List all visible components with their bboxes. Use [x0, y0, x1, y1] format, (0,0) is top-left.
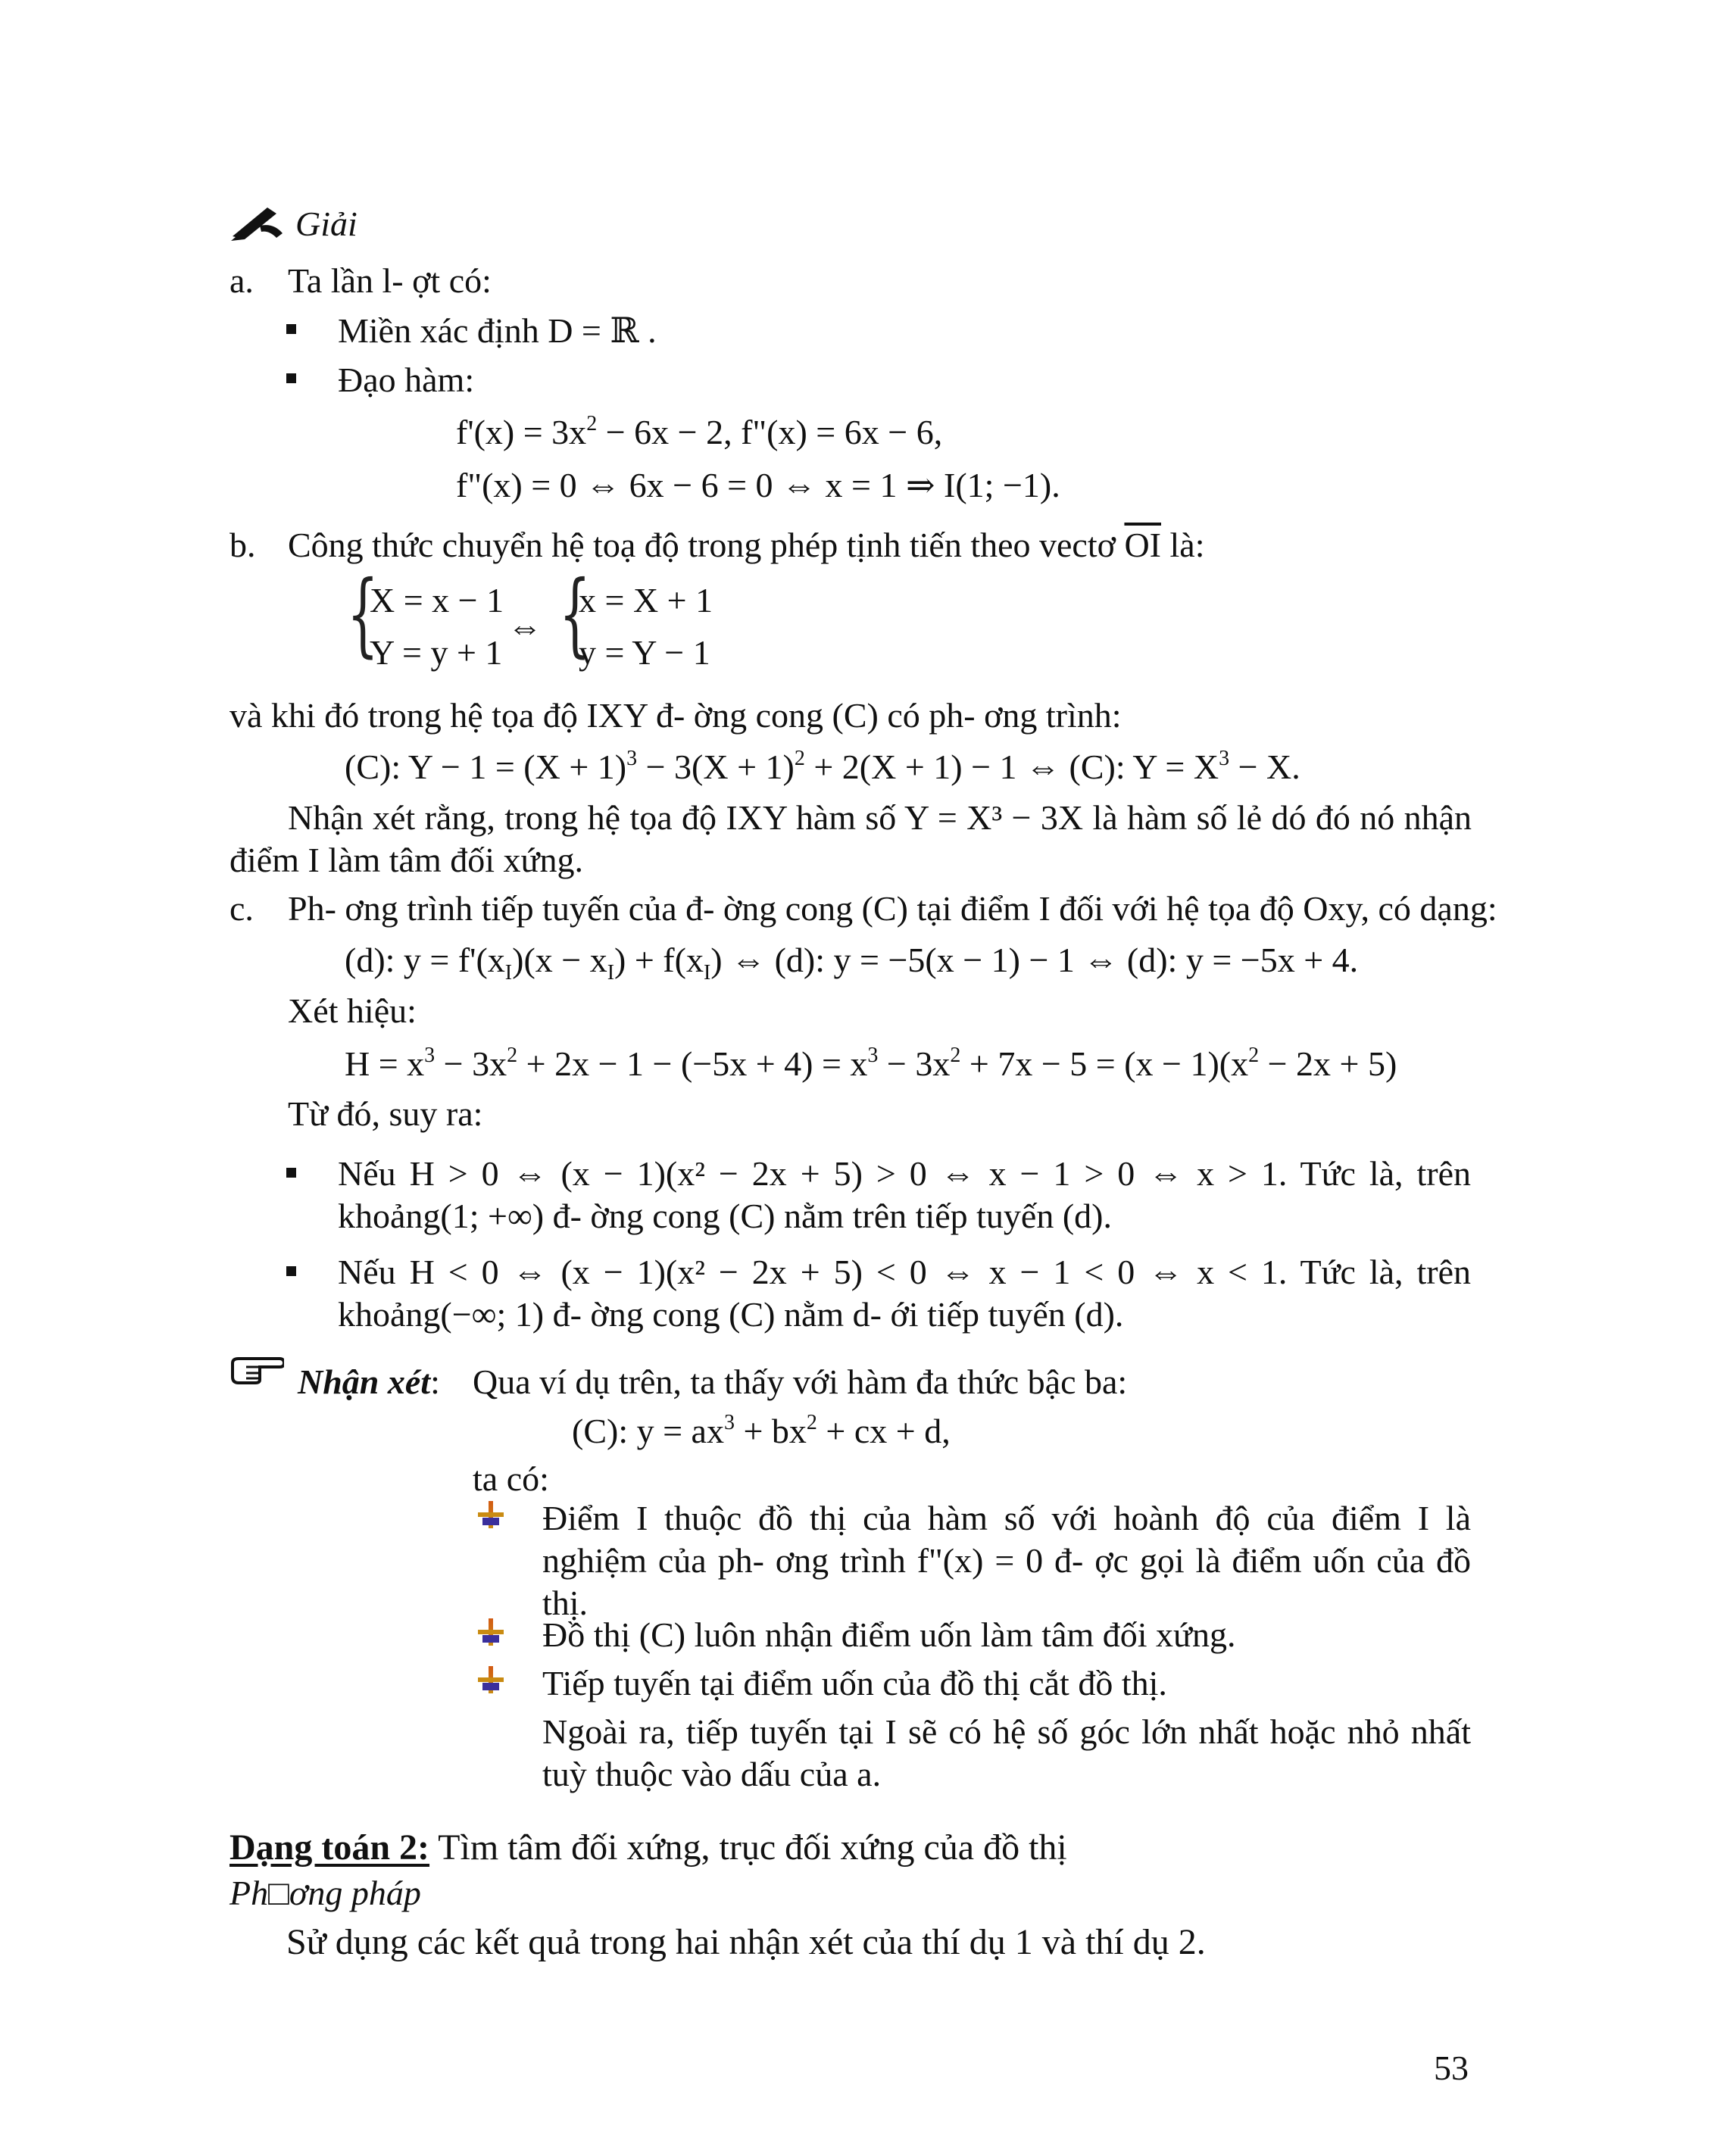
formula-cubic: (C): $y = ax^3 + bx^2$ + cx + d, — [572, 1411, 951, 1450]
method-heading: Ph□ơng pháp — [229, 1874, 421, 1912]
bullet — [286, 1266, 296, 1276]
formula-curve-transform: (C): $Y - 1 = (X + 1)^3 - 3(X + 1)^2 + 2(X + 1) - 1$ ⇔ (C): $Y = X^3 - X$. — [345, 747, 1300, 786]
solution-heading: Giải — [295, 204, 358, 243]
system-brace-right: { — [559, 562, 591, 667]
note-item-1: Điểm I thuộc đồ thị của hàm số với hoành độ của điểm I là nghiệm của ph- ơng trình f"(x) = 0 đ- ợc gọi là điểm uốn của đồ thị. — [542, 1499, 1471, 1622]
therefore-label: Từ đó, suy ra: — [288, 1094, 483, 1133]
case-negative: Nếu H < 0 ⇔ (x − 1)(x² − 2x + 5) < 0 ⇔ x − 1 < 0 ⇔ x < 1. Tức là, trên khoảng(−∞; 1) đ- ờng cong (C) nằm d- ới tiếp tuyến (d). — [338, 1253, 1471, 1334]
system1-line1: X = x − 1 — [370, 581, 504, 619]
system2-line2: y = Y − 1 — [579, 633, 710, 672]
consider-label: Xét hiệu: — [288, 991, 417, 1030]
part-b-intro: Công thức chuyển hệ toạ độ trong phép tịnh tiến theo vectơ $\overline{OI}$ là: — [288, 526, 1205, 564]
plus-bullet-icon — [478, 1618, 504, 1646]
bullet — [286, 373, 296, 383]
section-title: Tìm tâm đối xứng, trục đối xứng của đồ thị — [438, 1827, 1067, 1868]
bullet — [286, 324, 296, 334]
system2-line1: x = X + 1 — [579, 581, 713, 619]
part-a-letter: a. — [229, 261, 254, 300]
writing-hand-icon — [229, 203, 284, 242]
bullet — [286, 1168, 296, 1178]
system-brace-left: { — [347, 562, 379, 667]
part-c-letter: c. — [229, 889, 254, 928]
equivalence-symbol: ⇔ — [507, 607, 542, 646]
note-item-3: Tiếp tuyến tại điểm uốn của đồ thị cắt đồ thị. — [542, 1664, 1167, 1702]
part-c-intro: Ph- ơng trình tiếp tuyến của đ- ờng cong (C) tại điểm I đối với hệ tọa độ Oxy, có dạng: — [288, 889, 1497, 928]
derivative-label: Đạo hàm: — [338, 360, 475, 399]
system1-line2: Y = y + 1 — [370, 633, 503, 672]
page-number: 53 — [1434, 2049, 1469, 2087]
section-heading — [229, 1827, 1067, 1869]
section-label: Dạng toán 2: — [229, 1827, 430, 1868]
note-item-2: Đồ thị (C) luôn nhận điểm uốn làm tâm đối xứng. — [542, 1615, 1236, 1654]
note-extra: Ngoài ra, tiếp tuyến tại I sẽ có hệ số góc lớn nhất hoặc nhỏ nhất tuỳ thuộc vào dấu của a. — [542, 1712, 1471, 1793]
formula-inflection: f"(x) = 0 ⇔ 6x − 6 = 0 ⇔ x = 1 ⇒ I(1; −1). — [456, 466, 1060, 504]
formula-difference: $H = x^3 - 3x^2 + 2x - 1 - (-5x + 4) = x^3 - 3x^2 + 7x - 5 = (x - 1)(x^2 - 2x + 5)$ — [345, 1044, 1397, 1083]
note-intro: Qua ví dụ trên, ta thấy với hàm đa thức bậc ba: — [473, 1362, 1128, 1401]
plus-bullet-icon — [478, 1501, 504, 1528]
case-positive: Nếu H > 0 ⇔ (x − 1)(x² − 2x + 5) > 0 ⇔ x − 1 > 0 ⇔ x > 1. Tức là, trên khoảng(1; +∞) đ- ờng cong (C) nằm trên tiếp tuyến (d). — [338, 1154, 1471, 1235]
formula-tangent: (d): $y = f'(x_I)(x - x_I) + f(x_I)$ ⇔ (d): y = −5(x − 1) − 1 ⇔ (d): y = −5x + 4. — [345, 941, 1359, 985]
part-b-letter: b. — [229, 526, 256, 564]
formula-derivatives: $f'(x) = 3x^2 - 6x - 2$, f"(x) = 6x − 6, — [456, 412, 943, 451]
we-have-label: ta có: — [473, 1459, 549, 1498]
vector-oi: $\overline{OI}$ — [1124, 526, 1161, 564]
plus-bullet-icon — [478, 1666, 504, 1693]
pointing-hand-icon — [229, 1356, 284, 1384]
curve-intro: và khi đó trong hệ tọa độ IXY đ- ờng cong (C) có ph- ơng trình: — [229, 696, 1122, 735]
domain-line: Miền xác định D = ℝ . — [338, 311, 657, 350]
note-label: Nhận xét: — [298, 1362, 440, 1401]
method-body: Sử dụng các kết quả trong hai nhận xét của thí dụ 1 và thí dụ 2. — [286, 1922, 1206, 1962]
part-a-intro: Ta lần l- ợt có: — [288, 261, 492, 300]
odd-function-remark: Nhận xét rằng, trong hệ tọa độ IXY hàm số Y = X³ − 3X là hàm số lẻ dó đó nó nhận điểm I làm tâm đối xứng. — [229, 798, 1472, 879]
